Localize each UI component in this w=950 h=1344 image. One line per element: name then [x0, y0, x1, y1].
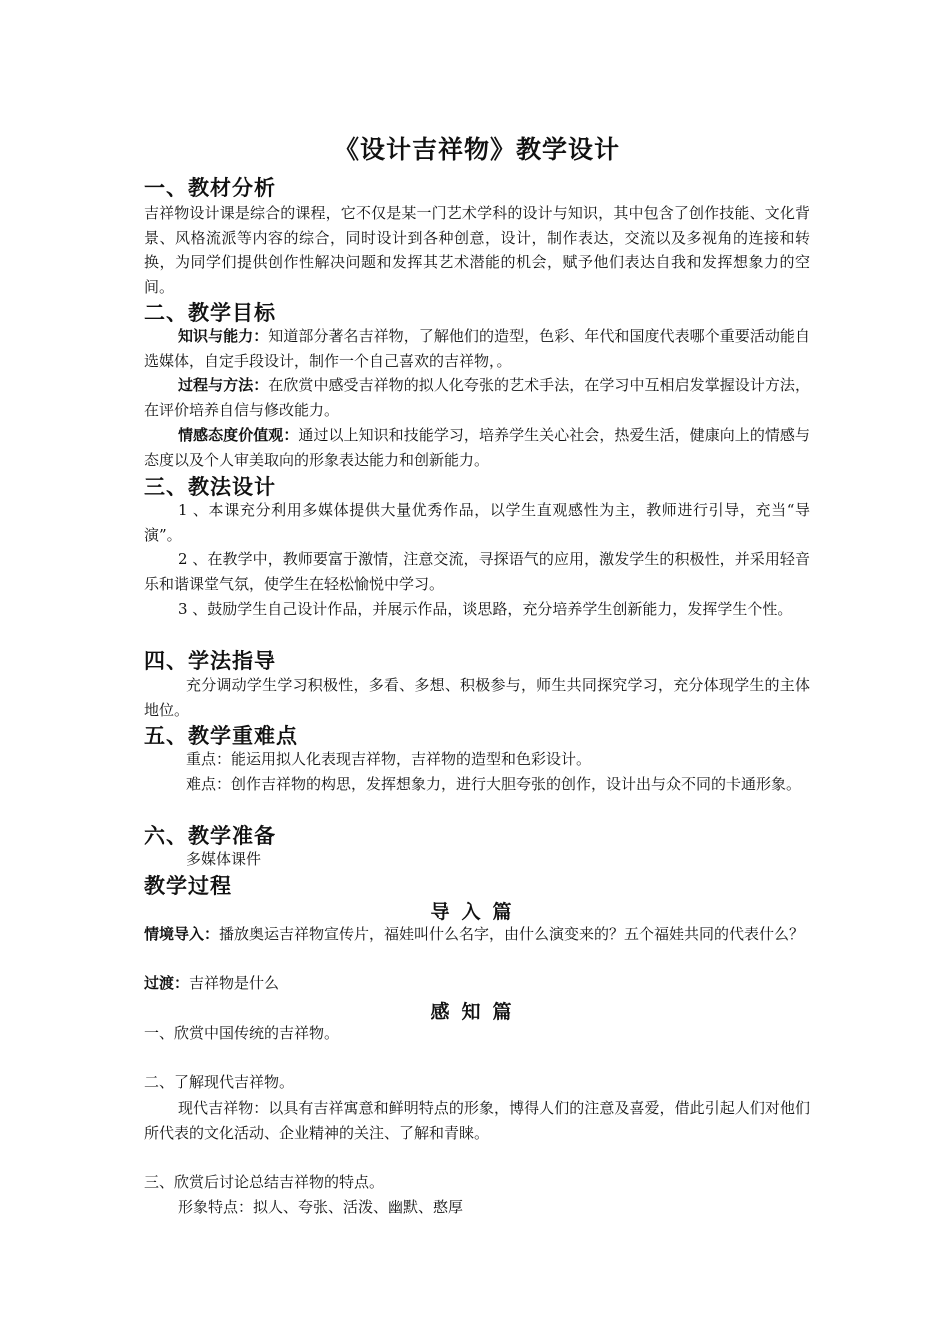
document-title: 《设计吉祥物》教学设计 [333, 135, 620, 164]
goal-knowledge-paragraph [144, 324, 810, 373]
scene-intro-label: 情境导入： [144, 925, 220, 943]
method-item: 2 、在教学中，教师要富于激情，注意交流，寻探语气的应用，激发学生的积极性，并采用轻音乐和谐课堂气氛，使学生在轻松愉悦中学习。 [144, 550, 810, 593]
intro-part-title: 导入篇 [430, 901, 524, 923]
preparation-text: 多媒体课件 [186, 850, 262, 868]
difficult-point-paragraph: 难点：创作吉祥物的构思，发挥想象力，进行大胆夸张的创作，设计出与众不同的卡通形象。 [186, 775, 802, 793]
goal-label: 知识与能力： [178, 327, 269, 345]
goal-label: 过程与方法： [178, 376, 269, 394]
goal-text: 在欣赏中感受吉祥物的拟人化夸张的艺术手法，在学习中互相启发掌握设计方法，在评价培养自信与修改能力。 [144, 376, 810, 419]
perceive-item-3: 三、欣赏后讨论总结吉祥物的特点。 [144, 1173, 385, 1191]
study-guide-paragraph: 充分调动学生学习积极性，多看、多想、积极参与，师生共同探究学习，充分体现学生的主体地位。 [144, 676, 810, 719]
goal-label: 情感态度价值观： [178, 426, 299, 444]
section-heading-textbook-analysis: 一、教材分析 [144, 176, 276, 200]
section-heading-key-points: 五、教学重难点 [144, 724, 298, 748]
transition-text: 吉祥物是什么 [189, 974, 280, 992]
scene-intro-paragraph [144, 922, 810, 947]
section-heading-preparation: 六、教学准备 [144, 824, 276, 848]
transition-paragraph [144, 971, 810, 996]
goal-text: 通过以上知识和技能学习，培养学生关心社会，热爱生活，健康向上的情感与态度以及个人审美取向的形象表达能力和创新能力。 [144, 426, 810, 469]
goal-text: 知道部分著名吉祥物，了解他们的造型，色彩、年代和国度代表哪个重要活动能自选媒体，自定手段设计，制作一个自己喜欢的吉祥物，。 [144, 327, 810, 370]
section-heading-teaching-goals: 二、教学目标 [144, 301, 276, 325]
scene-intro-text: 播放奥运吉祥物宣传片，福娃叫什么名字，由什么演变来的？五个福娃共同的代表什么？ [219, 925, 805, 943]
perceive-part-title: 感知篇 [430, 1001, 524, 1023]
mascot-features-paragraph: 形象特点：拟人、夸张、活泼、幽默、憨厚 [178, 1198, 464, 1216]
modern-mascot-paragraph: 现代吉祥物：以具有吉祥寓意和鲜明特点的形象，博得人们的注意及喜爱，借此引起人们对他们所代表的文化活动、企业精神的关注、了解和青睐。 [144, 1099, 810, 1142]
perceive-item-2: 二、了解现代吉祥物。 [144, 1073, 295, 1091]
textbook-analysis-paragraph: 吉祥物设计课是综合的课程，它不仅是某一门艺术学科的设计与知识，其中包含了创作技能、文化背景、风格流派等内容的综合，同时设计到各种创意，设计，制作表达，交流以及多视角的连接和转换，为同学们提供创作性解决问题和发挥其艺术潜能的机会，赋予他们表达自我和发挥想象力的空间。 [144, 204, 810, 296]
perceive-item-1: 一、欣赏中国传统的吉祥物。 [144, 1024, 340, 1042]
method-item: 1 、本课充分利用多媒体提供大量优秀作品，以学生直观感性为主，教师进行引导，充当“导演”。 [144, 501, 810, 544]
goal-emotion-paragraph [144, 423, 810, 472]
section-heading-study-guide: 四、学法指导 [144, 649, 276, 673]
transition-label: 过渡： [144, 974, 190, 992]
method-item: 3 、鼓励学生自己设计作品，并展示作品，谈思路，充分培养学生创新能力，发挥学生个性。 [178, 600, 793, 618]
section-heading-teaching-process: 教学过程 [144, 874, 232, 898]
goal-process-paragraph [144, 373, 810, 422]
key-point-paragraph: 重点：能运用拟人化表现吉祥物，吉祥物的造型和色彩设计。 [186, 750, 592, 768]
section-heading-teaching-method: 三、教法设计 [144, 475, 276, 499]
